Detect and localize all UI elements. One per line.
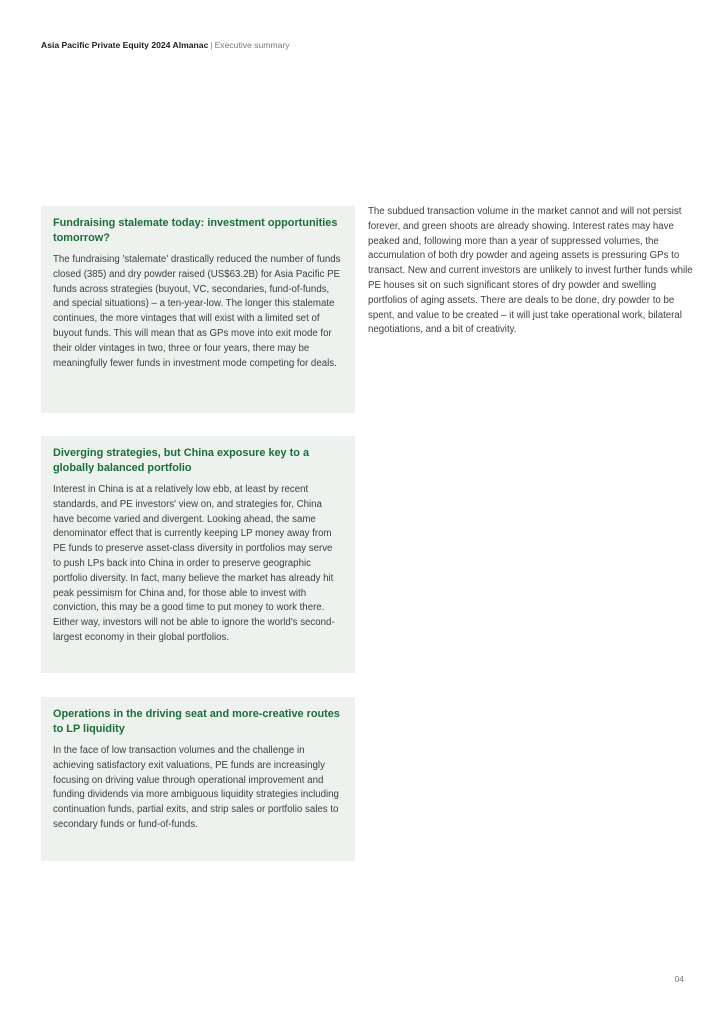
callout-body: Interest in China is at a relatively low ebb, at least by recent standards, and PE investors' view on, and strategies for, China have become varied and divergent. Looking ahead, the same denominator effect that is currently keeping LP money away from PE funds to preserve asset-class diversity in portfolios may serve to push LPs back into China in order to preserve geographic portfolio diversity. In fact, many believe the market has already hit peak pessimism for China and, for those able to invest with conviction, this may be a good time to put money to work there. Either way, investors will not be able to ignore the world's second-largest economy in their global portfolios. [53, 484, 335, 643]
section-name: Executive summary [214, 40, 290, 50]
callout-box-china [41, 436, 355, 673]
right-column-text: The subdued transaction volume in the market cannot and will not persist forever, and green shoots are already showing. Interest rates may have peaked and, following more than a year of suppressed volumes, the accumulation of both dry powder and ageing assets is pressuring GPs to transact. New and current investors are unlikely to invest further funds while PE houses sit on such significant stores of dry powder and swelling portfolios of aging assets. There are deals to be done, dry powder to be spent, and value to be created – it will just take operational work, bilateral negotiations, and a bit of creativity. [368, 206, 693, 336]
page-header [41, 40, 290, 51]
callout-body: In the face of low transaction volumes and the challenge in achieving satisfactory exit valuations, PE funds are increasingly focusing on driving value through operational improvement and funding dividends via more ambiguous liquidity strategies including continuation funds, partial exits, and strip sales or portfolio sales to secondary funds or fund-of-funds. [53, 745, 339, 830]
header-separator: | [210, 40, 213, 50]
callout-box-operations [41, 697, 355, 861]
report-title: Asia Pacific Private Equity 2024 Almanac [41, 40, 209, 50]
callout-heading: Operations in the driving seat and more-creative routes to LP liquidity [53, 708, 340, 735]
callout-heading: Fundraising stalemate today: investment opportunities tomorrow? [53, 217, 338, 244]
callout-body: The fundraising 'stalemate' drastically reduced the number of funds closed (385) and dry powder raised (US$63.2B) for Asia Pacific PE funds across strategies (buyout, VC, secondaries, fund-of-funds, and special situations) – a ten-year-low. The longer this stalemate continues, the more vintages that will exist with a limited set of buyout funds. This will mean that as GPs move into exit mode for their older vintages in two, three or four years, there may be meaningfully fewer funds in investment mode competing for deals. [53, 254, 341, 369]
callout-box-fundraising [41, 206, 355, 413]
callout-heading: Diverging strategies, but China exposure key to a globally balanced portfolio [53, 447, 309, 474]
page-number: 04 [674, 974, 684, 984]
